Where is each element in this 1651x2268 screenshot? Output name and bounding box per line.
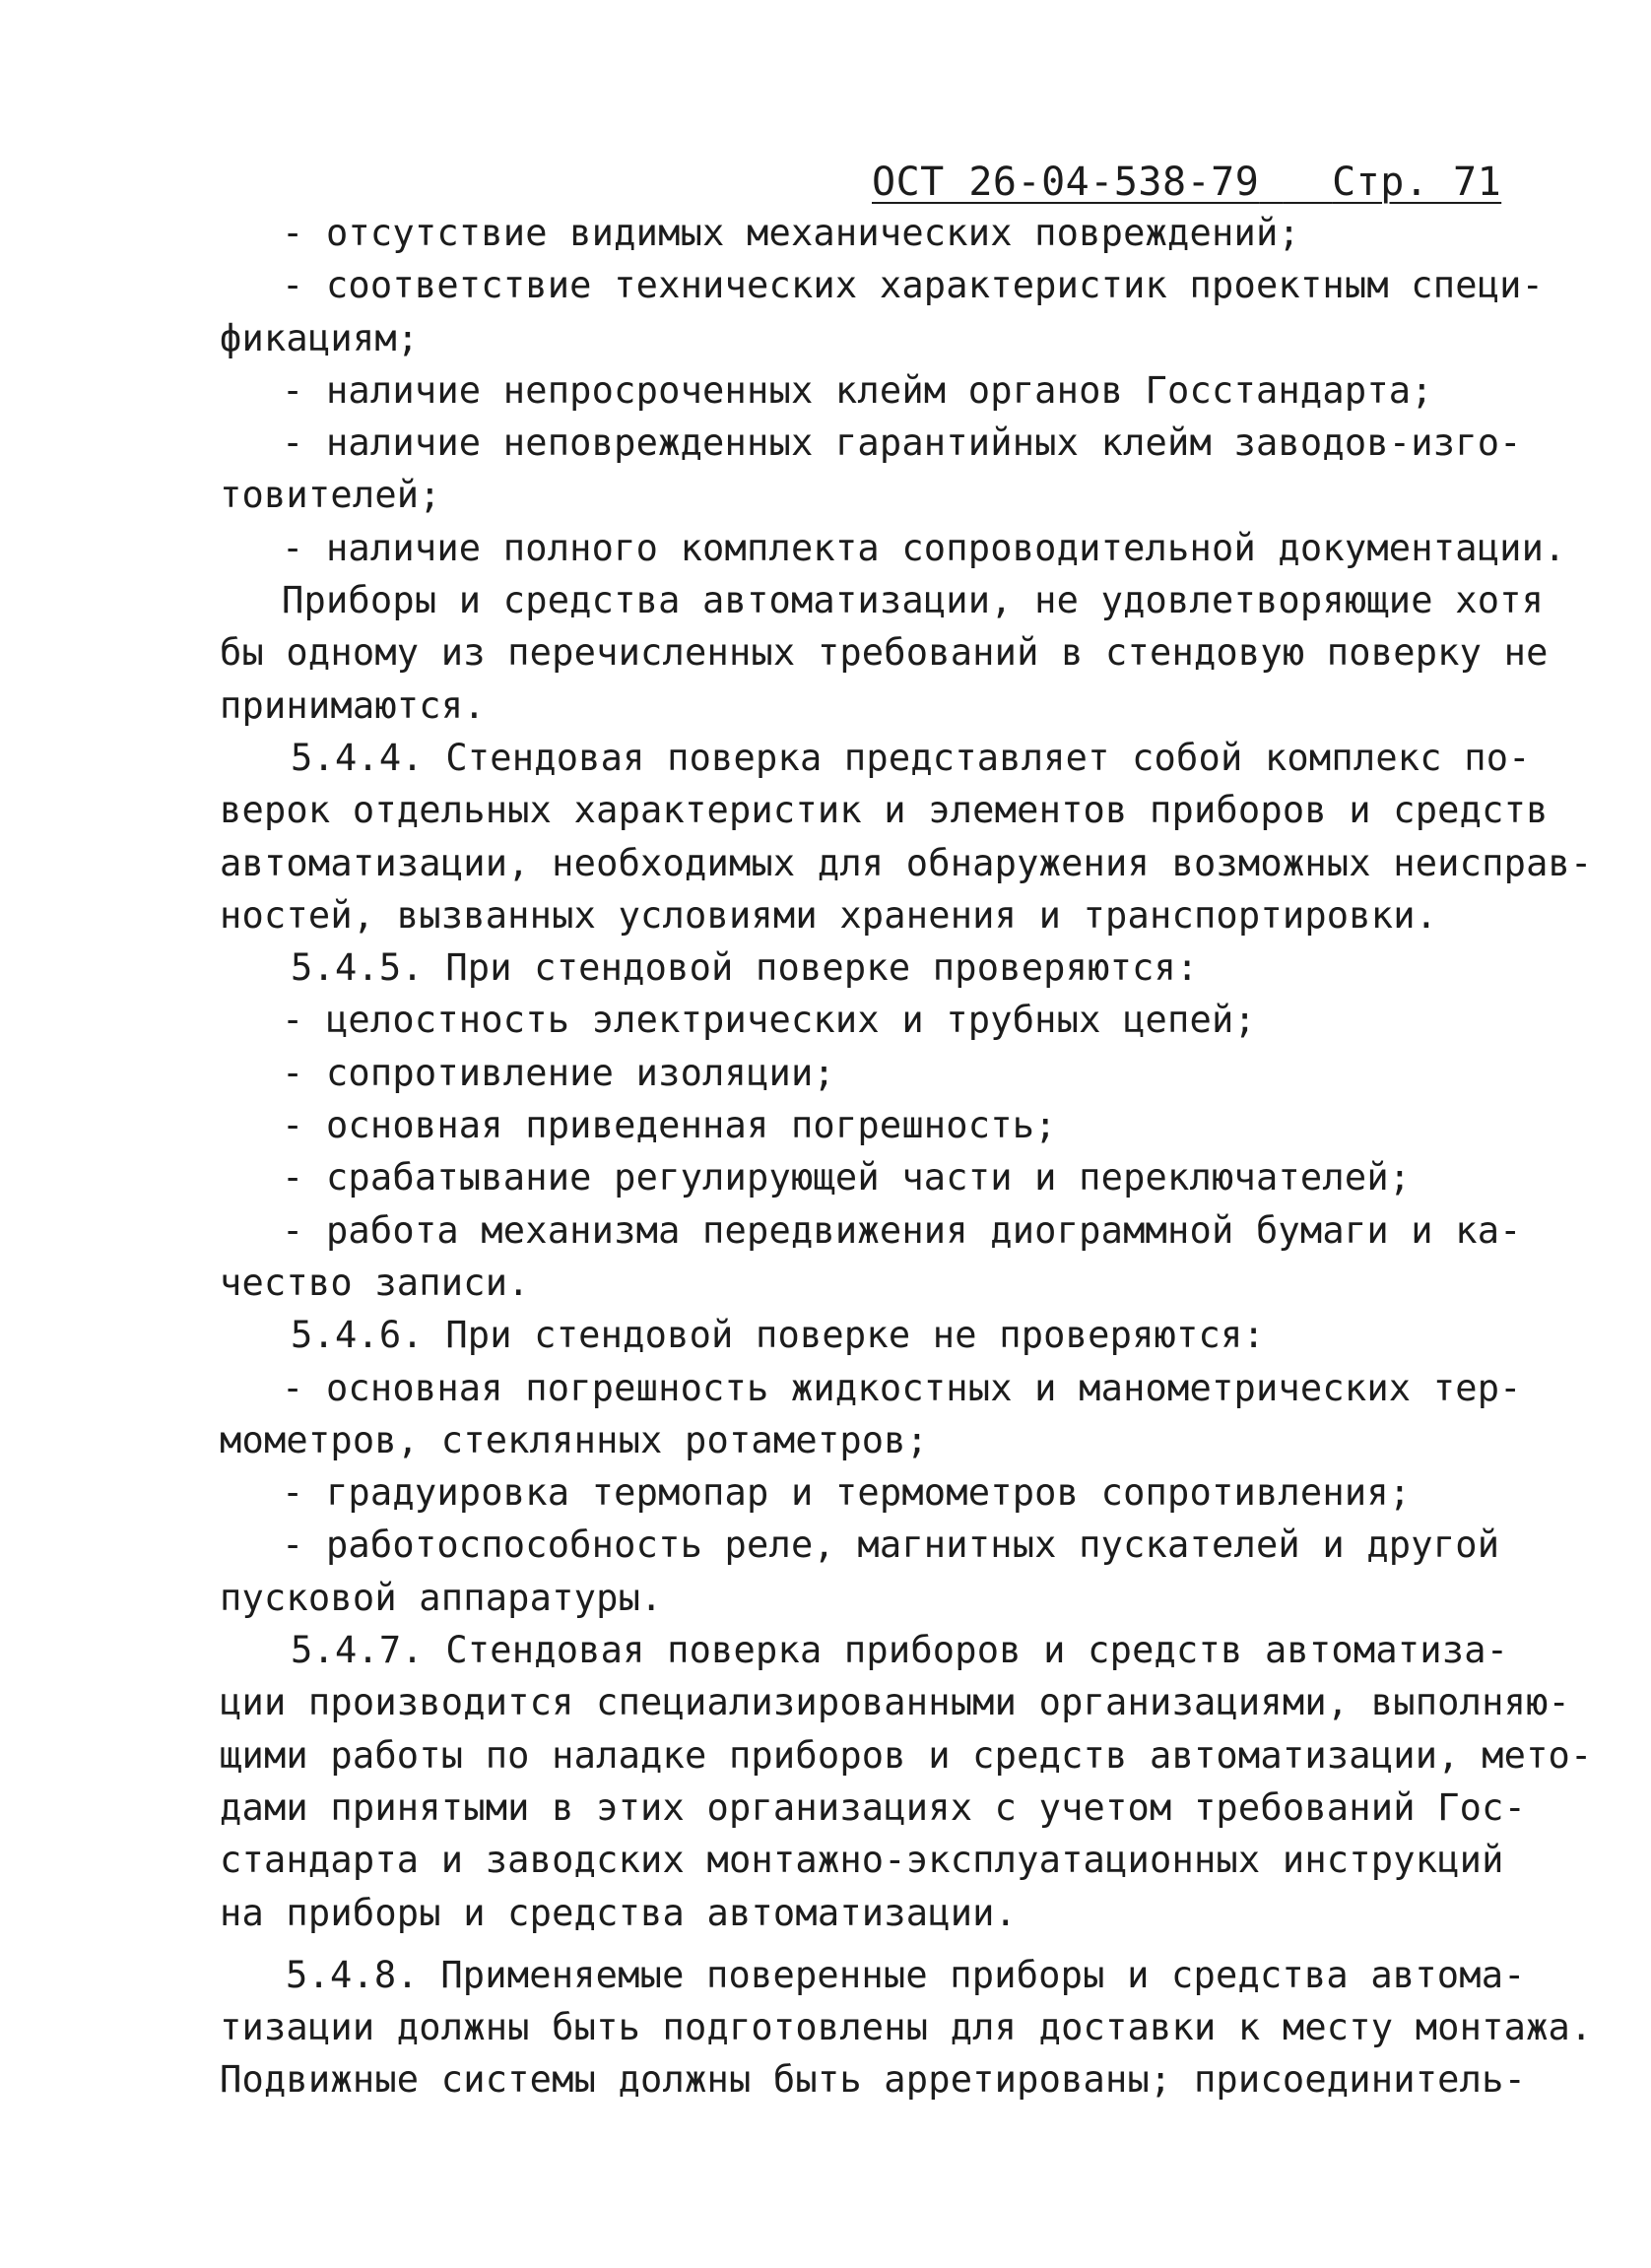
list-item: - отсутствие видимых механических повреждений; bbox=[282, 212, 1300, 254]
section-5-4-6-start: 5.4.6. При стендовой поверке не проверяются: bbox=[291, 1314, 1265, 1357]
list-item: - срабатывание регулирующей части и переключателей; bbox=[282, 1156, 1412, 1199]
paragraph-gap bbox=[220, 1939, 1500, 1949]
list-item: - основная погрешность жидкостных и манометрических тер- bbox=[282, 1366, 1522, 1409]
section-5-4-5-start: 5.4.5. При стендовой поверке проверяются: bbox=[291, 946, 1199, 990]
list-item: - градуировка термопар и термометров сопротивления; bbox=[282, 1471, 1412, 1515]
list-item: - наличие полного комплекта сопроводительной документации. bbox=[282, 526, 1566, 569]
text-line: тизации должны быть подготовлены для доставки к месту монтажа. bbox=[220, 2006, 1593, 2049]
paragraph-start: Приборы и средства автоматизации, не удовлетворяющие хотя bbox=[282, 579, 1545, 622]
text-line: чество записи. bbox=[220, 1261, 530, 1304]
text-line: пусковой аппаратуры. bbox=[220, 1576, 663, 1619]
list-item: - соответствие технических характеристик проектным специ- bbox=[282, 264, 1545, 307]
list-item: - работоспособность реле, магнитных пускателей и другой bbox=[282, 1523, 1500, 1567]
list-item: - наличие неповрежденных гарантийных клейм заводов-изго- bbox=[282, 421, 1522, 465]
text-line: щими работы по наладке приборов и средств автоматизации, мето- bbox=[220, 1733, 1593, 1777]
text-line: стандарта и заводских монтажно-эксплуатационных инструкций bbox=[220, 1839, 1504, 1882]
text-line: дами принятыми в этих организациях с учетом требований Гос- bbox=[220, 1785, 1527, 1829]
list-item: - целостность электрических и трубных цепей; bbox=[282, 999, 1256, 1042]
body-text bbox=[220, 207, 1593, 2106]
text-line: на приборы и средства автоматизации. bbox=[220, 1891, 1018, 1934]
text-line: автоматизации, необходимых для обнаружения возможных неисправ- bbox=[220, 841, 1593, 884]
text-line: принимаются. bbox=[220, 683, 486, 727]
list-item: - сопротивление изоляции; bbox=[282, 1051, 835, 1094]
text-line: бы одному из перечисленных требований в стендовую поверку не bbox=[220, 631, 1549, 675]
page-header bbox=[872, 160, 1501, 205]
section-5-4-8-start: 5.4.8. Применяемые поверенные приборы и средства автома- bbox=[286, 1953, 1526, 1996]
list-item: - основная приведенная погрешность; bbox=[282, 1104, 1057, 1147]
text-line: Подвижные системы должны быть арретированы; присоединитель- bbox=[220, 2058, 1527, 2102]
list-item: - наличие непросроченных клейм органов Госстандарта; bbox=[282, 368, 1433, 412]
page-number: Стр. 71 bbox=[1332, 160, 1502, 205]
list-item: - работа механизма передвижения диограммной бумаги и ка- bbox=[282, 1208, 1522, 1252]
text-line: товителей; bbox=[220, 474, 441, 517]
text-line: фикациям; bbox=[220, 316, 420, 359]
text-line: ции производится специализированными организациями, выполняю- bbox=[220, 1681, 1571, 1724]
section-5-4-4-start: 5.4.4. Стендовая поверка представляет собой комплекс по- bbox=[291, 736, 1531, 779]
standard-designation: ОСТ 26-04-538-79 bbox=[872, 160, 1260, 205]
text-line: верок отдельных характеристик и элементов приборов и средств bbox=[220, 789, 1549, 832]
section-5-4-7-start: 5.4.7. Стендовая поверка приборов и средств автоматиза- bbox=[291, 1629, 1509, 1672]
text-line: мометров, стеклянных ротаметров; bbox=[220, 1418, 929, 1461]
text-line: ностей, вызванных условиями хранения и транспортировки. bbox=[220, 893, 1438, 937]
